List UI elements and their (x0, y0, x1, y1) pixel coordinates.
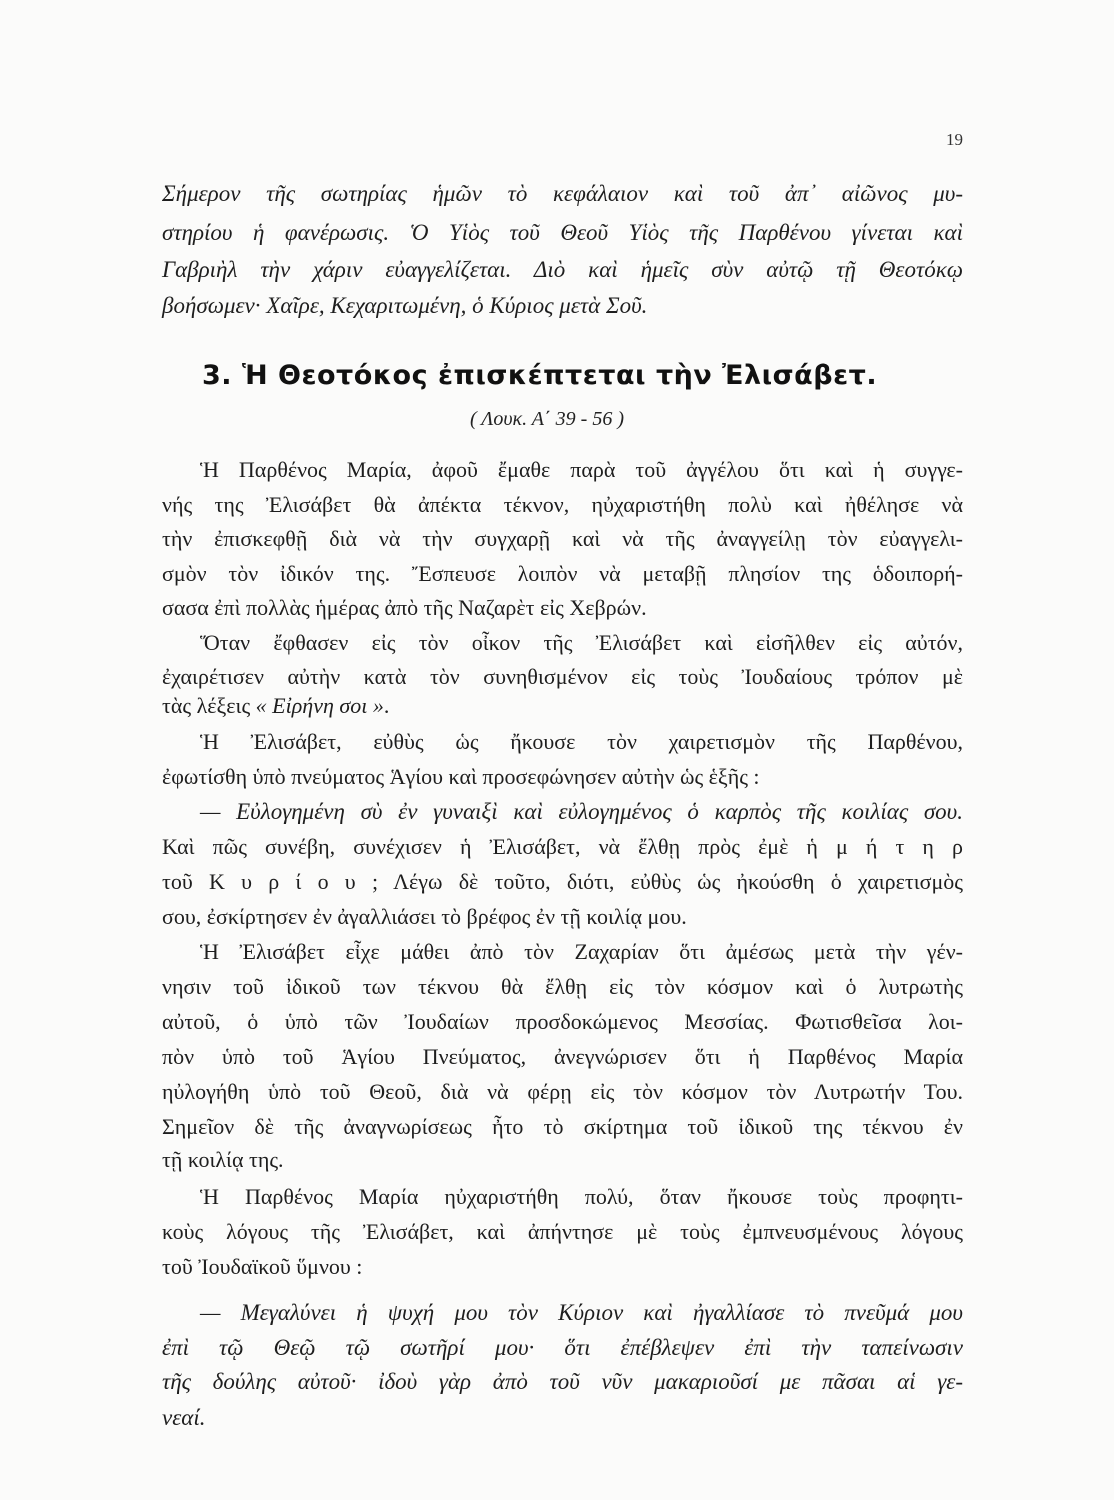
text-line (162, 902, 963, 932)
line-text: τοῦ Κ υ ρ ί ο υ ; Λέγω δὲ τοῦτο, διότι, εὐθὺς ὡς ἠκούσθη ὁ χαιρετισμὸς (162, 869, 963, 894)
line-text: σμὸν τὸν ἰδικόν της. Ἔσπευσε λοιπὸν νὰ μεταβῇ πλησίον της ὁδοιπορή- (162, 561, 963, 586)
text-line (162, 1042, 963, 1072)
line-text: Ὅταν ἔφθασεν εἰς τὸν οἶκον τῆς Ἐλισάβετ καὶ εἰσῆλθεν εἰς αὐτόν, (200, 630, 963, 655)
text-line (162, 1112, 963, 1142)
text-line (162, 762, 963, 792)
text-line (162, 1367, 963, 1397)
text-line (162, 1077, 963, 1107)
text-line (162, 559, 963, 589)
text-line (200, 727, 963, 757)
text-line (200, 1298, 963, 1328)
line-text: τὴν ἐπισκεφθῇ διὰ νὰ τὴν συγχαρῇ καὶ νὰ τῆς ἀναγγείλῃ τὸν εὐαγγελι- (162, 526, 963, 551)
text-line (162, 662, 963, 692)
text-line (162, 1333, 963, 1363)
text-line (162, 218, 963, 248)
line-text: αὐτοῦ, ὁ ὑπὸ τῶν Ἰουδαίων προσδοκώμενος Μεσσίας. Φωτισθεῖσα λοι- (162, 1009, 963, 1034)
page-number: 19 (946, 130, 963, 149)
line-text: νής της Ἐλισάβετ θὰ ἀπέκτα τέκνον, ηὐχαριστήθη πολὺ καὶ ἠθέλησε νὰ (162, 492, 963, 517)
section-heading: 3. Ἡ Θεοτόκος ἐπισκέπτεται τὴν Ἐλισάβετ. (202, 360, 878, 391)
line-text: Ἡ Ἐλισάβετ, εὐθὺς ὡς ἤκουσε τὸν χαιρετισμὸν τῆς Παρθένου, (200, 729, 963, 754)
line-text: Ἡ Παρθένος Μαρία ηὐχαριστήθη πολύ, ὅταν ἤκουσε τοὺς προφητι- (200, 1184, 963, 1209)
text-line (162, 832, 963, 862)
text-line (162, 691, 963, 721)
line-text: κοὺς λόγους τῆς Ἐλισάβετ, καὶ ἀπήντησε μὲ τοὺς ἐμπνευσμένους λόγους (162, 1219, 963, 1244)
line-text: Ἡ Παρθένος Μαρία, ἀφοῦ ἔμαθε παρὰ τοῦ ἀγγέλου ὅτι καὶ ἡ συγγε- (200, 457, 963, 482)
text-line (162, 255, 963, 285)
text-line (162, 524, 963, 554)
line-text: στηρίου ἡ φανέρωσις. Ὁ Υἱὸς τοῦ Θεοῦ Υἱὸς τῆς Παρθένου γίνεται καὶ (162, 220, 963, 245)
text-line (162, 1252, 963, 1282)
text-line (162, 1145, 963, 1175)
text-line (162, 1403, 963, 1433)
line-text: νησιν τοῦ ἰδικοῦ των τέκνου θὰ ἔλθῃ εἰς τὸν κόσμον καὶ ὁ λυτρωτὴς (162, 974, 963, 999)
line-text: ἐφωτίσθη ὑπὸ πνεύματος Ἁγίου καὶ προσεφώνησεν αὐτὴν ὡς ἑξῆς : (162, 764, 760, 789)
text-line (162, 291, 963, 321)
italic-quote: « Εἰρήνη σοι » (255, 693, 384, 718)
line-text: Γαβριὴλ τὴν χάριν εὐαγγελίζεται. Διὸ καὶ ἡμεῖς σὺν αὐτῷ τῇ Θεοτόκῳ (162, 257, 963, 282)
line-text: πὸν ὑπὸ τοῦ Ἁγίου Πνεύματος, ἀνεγνώρισεν ὅτι ἡ Παρθένος Μαρία (162, 1044, 963, 1069)
text-line (162, 1217, 963, 1247)
scripture-reference: ( Λουκ. Α΄ 39 - 56 ) (470, 408, 624, 430)
text-line (200, 937, 963, 967)
line-text: ἐχαιρέτισεν αὐτὴν κατὰ τὸν συνηθισμένον εἰς τοὺς Ἰουδαίους τρόπον μὲ (162, 664, 963, 689)
line-text: . (383, 693, 390, 718)
line-text: τῆς δούλης αὐτοῦ· ἰδοὺ γὰρ ἀπὸ τοῦ νῦν μακαριοῦσί με πᾶσαι αἱ γε- (162, 1369, 963, 1394)
text-line (162, 593, 963, 623)
text-line (162, 490, 963, 520)
line-text: Καὶ πῶς συνέβη, συνέχισεν ἡ Ἐλισάβετ, νὰ ἔλθῃ πρὸς ἐμὲ ἡ μ ή τ η ρ (162, 834, 963, 859)
text-line (200, 1182, 963, 1212)
line-text: τοῦ Ἰουδαϊκοῦ ὕμνου : (162, 1254, 363, 1279)
line-text: — Μεγαλύνει ἡ ψυχή μου τὸν Κύριον καὶ ἠγαλλίασε τὸ πνεῦμά μου (200, 1300, 963, 1325)
line-text: τῇ κοιλίᾳ της. (162, 1147, 284, 1172)
text-line (162, 972, 963, 1002)
line-text: σασα ἐπὶ πολλὰς ἡμέρας ἀπὸ τῆς Ναζαρὲτ εἰς Χεβρών. (162, 595, 647, 620)
text-line (200, 797, 963, 827)
line-text: σου, ἐσκίρτησεν ἐν ἀγαλλιάσει τὸ βρέφος ἐν τῇ κοιλίᾳ μου. (162, 904, 687, 929)
line-text: νεαί. (162, 1405, 206, 1430)
text-line (200, 628, 963, 658)
line-text: ηὐλογήθη ὑπὸ τοῦ Θεοῦ, διὰ νὰ φέρῃ εἰς τὸν κόσμον τὸν Λυτρωτήν Του. (162, 1079, 963, 1104)
text-line (162, 867, 963, 897)
text-line (162, 179, 963, 209)
line-text: Σημεῖον δὲ τῆς ἀναγνωρίσεως ἦτο τὸ σκίρτημα τοῦ ἰδικοῦ της τέκνου ἐν (162, 1114, 963, 1139)
line-text: Ἡ Ἐλισάβετ εἶχε μάθει ἀπὸ τὸν Ζαχαρίαν ὅτι ἀμέσως μετὰ τὴν γέν- (200, 939, 963, 964)
line-text: ἐπὶ τῷ Θεῷ τῷ σωτῆρί μου· ὅτι ἐπέβλεψεν ἐπὶ τὴν ταπείνωσιν (162, 1335, 963, 1360)
text-line (200, 455, 963, 485)
line-text: βοήσωμεν· Χαῖρε, Κεχαριτωμένη, ὁ Κύριος μετὰ Σοῦ. (162, 293, 648, 318)
line-text: τὰς λέξεις (162, 693, 256, 718)
text-line (162, 1007, 963, 1037)
line-text: Σήμερον τῆς σωτηρίας ἡμῶν τὸ κεφάλαιον καὶ τοῦ ἀπ᾽ αἰῶνος μυ- (162, 181, 963, 206)
line-text: — Εὐλογημένη σὺ ἐν γυναιξὶ καὶ εὐλογημένος ὁ καρπὸς τῆς κοιλίας σου. (200, 799, 963, 824)
